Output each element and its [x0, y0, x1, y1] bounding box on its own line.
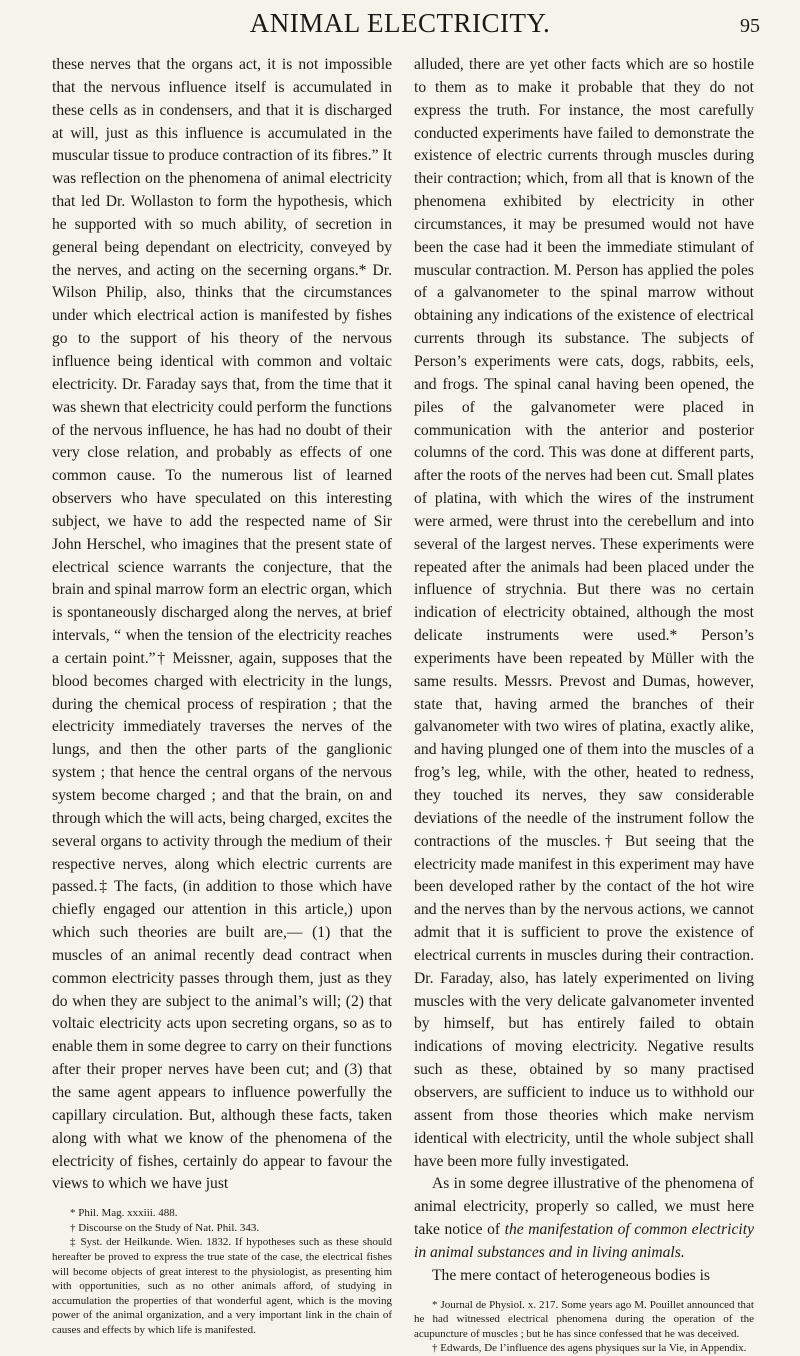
right-paragraph-1: alluded, there are yet other facts which are so hostile to them as to make it probable that they do not express the truth. For instance, the most carefully conducted experiments have failed to demonstrate the existence of electric currents through muscles during their contraction; which, from all that is known of the phenomena exhibited by electricity in other circumstances, it may be presumed would not have been the case had it been the immediate stimulant of muscular contraction. M. Person has applied the poles of a galvanometer to the spinal marrow without obtaining any indications of the existence of electrical currents through its substance. The subjects of Person’s experiments were cats, dogs, rabbits, eels, and frogs. The spinal canal having been opened, the piles of the galvanometer were placed in communication with the anterior and posterior columns of the cord. This was done at different parts, after the roots of the nerves had been cut. Small plates of platina, with which the wires of the instrument were armed, were thrust into the cerebellum and into several of the largest nerves. These experiments were repeated after the animals had been placed under the influence of strychnia. But there was no certain indication of electricity obtained, although the most delicate instruments were used.* Person’s experiments have been repeated by Müller with the same results. Messrs. Prevost and Dumas, however, state that, having armed the branches of their galvanometer with two wires of platina, exactly alike, and having plunged one of them into the muscles of a frog’s leg, while, with the other, heated to redness, they touched its nerves, they saw considerable deviations of the needle of the instrument follow the contractions of the muscles.† But seeing that the electricity made manifest in this experiment may have been developed rather by the contact of the hot wire and the nerves than by the nervous actions, we cannot admit that it is sufficient to prove the existence of electrical currents in muscles during their contraction. Dr. Faraday, also, has lately experimented on living muscles with the very delicate galvanometer invented by himself, but has entirely failed to obtain indications of moving electricity. Negative results such as these, obtained by so many practised observers, are sufficient to induce us to withhold our assent from those theories which make nervism identical with electricity, until the whole subject shall have been more fully investigated. — [414, 56, 754, 1170]
right-footnote-1: * Journal de Physiol. x. 217. Some years ago M. Pouillet announced that he had witnessed electrical phenomena during the operation of the acupuncture of muscles ; but he has since confessed that he was deceived. — [414, 1298, 754, 1340]
running-header — [40, 0, 760, 44]
left-footnote-2: † Discourse on the Study of Nat. Phil. 343. — [70, 1221, 260, 1234]
page-number: 95 — [740, 15, 760, 37]
right-paragraph-2-emphasis: the manifestation of common electricity in animal substances and in living animals. — [414, 1221, 754, 1261]
left-paragraph-1: these nerves that the organs act, it is not impossible that the nervous influence itself is accumulated in these cells as in condensers, and that it is discharged at will, just as this influence is accumulated in the muscular tissue to produce contraction of its fibres.” It was reflection on the phenomena of animal electricity that led Dr. Wollaston to form the hypothesis, which he supported with so much ability, of secretion in general being dependant on electricity, conveyed by the nerves, and acting on the secerning organs.* Dr. Wilson Philip, also, thinks that the circumstances under which electrical action is manifested by fishes go to the support of his theory of the nervous influence being identical with common and voltaic electricity. Dr. Faraday says that, from the time that it was shewn that electricity could perform the functions of the nervous influence, he has had no doubt of their very close relation, and probably as effects of one common cause. To the numerous list of learned observers who have speculated on this interesting subject, we have to add the respected name of Sir John Herschel, who imagines that the present state of electrical science warrants the conjecture, that the brain and spinal marrow form an electric organ, which is spontaneously discharged along the nerves, at brief intervals, “ when the tension of the electricity reaches a certain point.”† Meissner, again, supposes that the blood becomes charged with electricity in the lungs, during the chemical process of respiration ; that the electricity immediately traverses the nerves of the lungs, and then the other parts of the ganglionic system ; that hence the central organs of the nervous system become charged ; and that the brain, on and through which the will acts, being charged, excites the several organs to activity through the medium of their respective nerves, along which electric currents are passed.‡ The facts, (in addition to those which have chiefly engaged our attention in this article,) upon which such theories are built are,— (1) that the muscles of an animal recently dead contract when common electricity passes through them, just as they do when they are subject to the animal’s will; (2) that voltaic electricity acts upon secreting organs, so as to enable them in some degree to carry on their functions after their proper nerves have been cut; and (3) that the same agent appears to influence powerfully the capillary circulation. But, although these facts, taken along with what we know of the phenomena of the electricity of fishes, certainly do appear to favour the views to which we have just — [52, 56, 392, 1193]
left-footnote-1: * Phil. Mag. xxxiii. 488. — [70, 1207, 178, 1220]
right-paragraph-3: The mere contact of heterogeneous bodies is — [432, 1266, 710, 1284]
right-column — [414, 54, 754, 1356]
left-footnotes — [52, 1206, 392, 1337]
left-footnote-3: ‡ Syst. der Heilkunde. Wien. 1832. If hypotheses such as these should hereafter be proved to express the true state of the case, the electrical fishes will become objects of great interest to the physiologist, as presenting him with opportunities, such as no other animals afford, of studying in accumulation the properties of that wonderful agent, which is the moving power of the animal organization, and a very important link in the chain of causes and effects by which life is manifested. — [52, 1236, 392, 1336]
right-paragraph-2-text: As in some degree illustrative of the phenomena of animal electricity, properly so called, we must here take notice of — [414, 1175, 754, 1239]
page-title: ANIMAL ELECTRICITY. — [249, 8, 551, 38]
right-footnote-2: † Edwards, De l’influence des agens physiques sur la Vie, in Appendix. — [432, 1342, 747, 1355]
right-paragraph-2 — [414, 1173, 754, 1264]
left-column — [52, 54, 392, 1338]
right-footnotes — [414, 1298, 754, 1356]
